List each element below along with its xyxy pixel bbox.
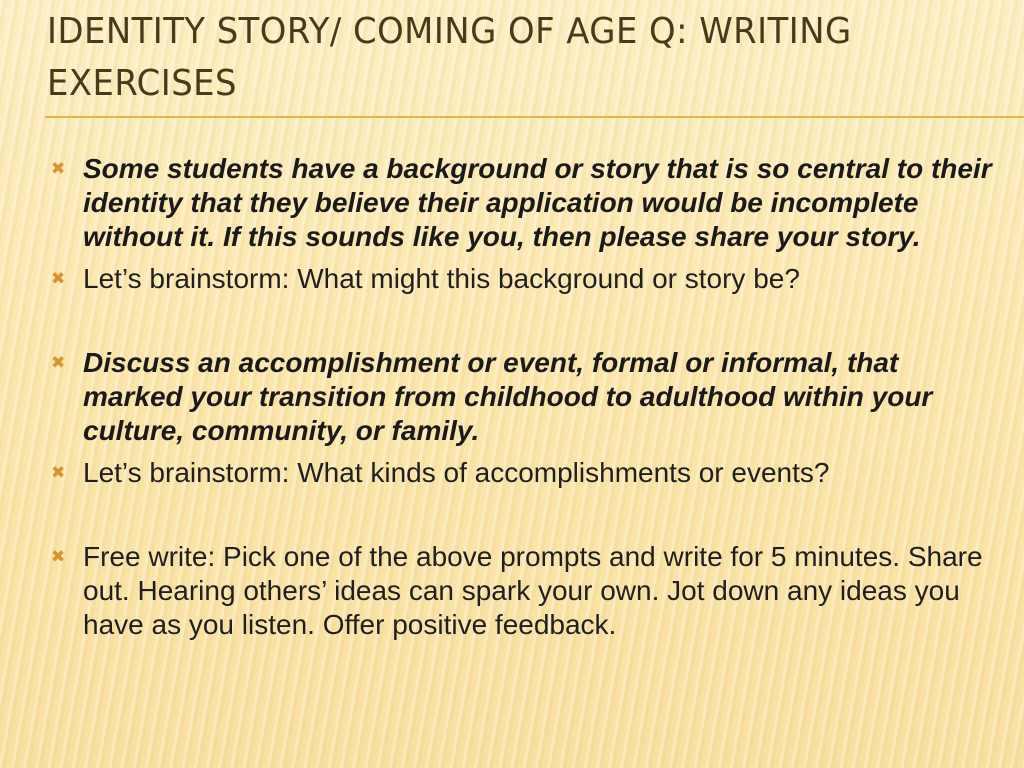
bullet-item bbox=[45, 152, 1005, 254]
bullet-item bbox=[45, 346, 1005, 448]
bullet-text: Some students have a background or story that is so central to their identity that they believe their application would be incomplete without it. If this sounds like you, then please share your story. bbox=[83, 153, 992, 252]
slide-title: IDENTITY STORY/ COMING OF AGE Q: WRITING EXERCISES bbox=[47, 11, 852, 104]
x-mark-icon: ✖ bbox=[51, 463, 66, 482]
bullet-item bbox=[45, 456, 1005, 490]
x-mark-icon: ✖ bbox=[51, 353, 66, 372]
bullet-item bbox=[45, 540, 1005, 642]
title-divider bbox=[45, 116, 1024, 118]
bullet-text: Let’s brainstorm: What kinds of accomplishments or events? bbox=[83, 457, 830, 488]
bullet-item bbox=[45, 262, 1005, 296]
bullet-text: Free write: Pick one of the above prompts and write for 5 minutes. Share out. Hearing others’ ideas can spark your own. Jot down any ideas you have as you listen. Offer positive feedback. bbox=[83, 541, 983, 640]
x-mark-icon: ✖ bbox=[51, 547, 66, 566]
x-mark-icon: ✖ bbox=[51, 159, 66, 178]
x-mark-icon: ✖ bbox=[51, 269, 66, 288]
bullet-list bbox=[45, 152, 1005, 642]
bullet-text: Discuss an accomplishment or event, formal or informal, that marked your transition from childhood to adulthood within your culture, community, or family. bbox=[83, 347, 933, 446]
bullet-text: Let’s brainstorm: What might this background or story be? bbox=[83, 263, 800, 294]
